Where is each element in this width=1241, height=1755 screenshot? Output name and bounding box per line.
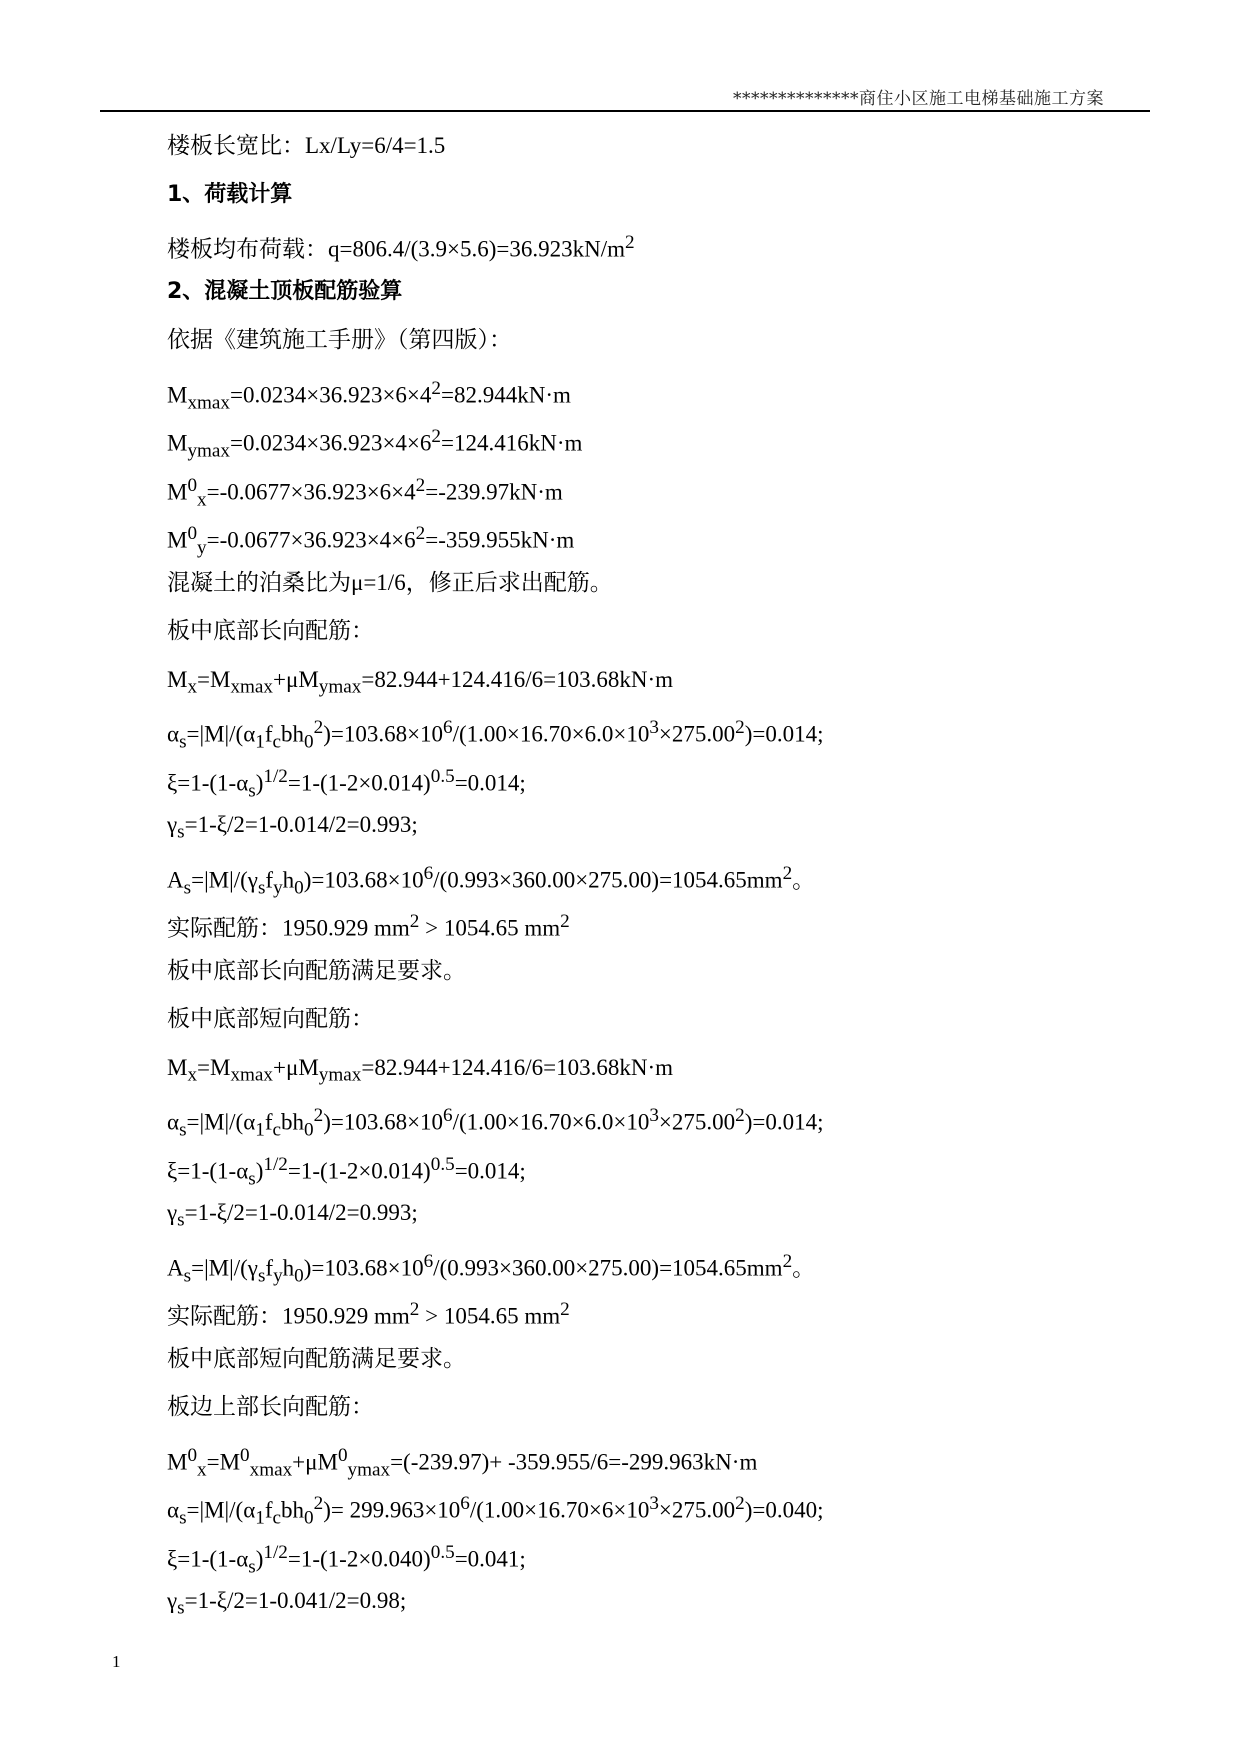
header-title: **************商住小区施工电梯基础施工方案 — [733, 89, 1104, 109]
page-number: 1 — [112, 1652, 121, 1671]
text-line: 板中底部长向配筋满足要求。 — [167, 957, 466, 983]
text-line: $M_x=M_{xmax}+\mu M_{ymax}=82.944+124.416/6=103.68kN\cdot m$ — [167, 666, 674, 698]
text-line: $\gamma_s=1-\xi/2=1-0.014/2=0.993$; — [167, 1200, 418, 1231]
text-line: 板中底部短向配筋满足要求。 — [167, 1345, 466, 1371]
text-line: $\alpha_s=|M|/(\alpha_1f_cbh_0^2)=103.68\times 10^6/(1.00\times 16.70\times 6.0\times 10^3\times 275.00^2)=0.014$; — [167, 1105, 824, 1141]
text-line: $A_s=|M|/(\gamma_sf_yh_0)=103.68\times 10^6/(0.993\times 360.00\times 275.00)=1054.65mm^2$。 — [167, 862, 816, 898]
page-header — [100, 84, 1150, 112]
text-line: 板边上部长向配筋： — [167, 1394, 374, 1419]
text-line: $M_{xmax}=0.0234\times 36.923\times 6\times 4^2=82.944kN\cdot m$ — [167, 377, 571, 413]
text-line: $\xi=1-(1-\alpha_s)^{1/2}=1-(1-2\times 0.014)^{0.5}=0.014$; — [167, 765, 526, 801]
text-line: $A_s=|M|/(\gamma_sf_yh_0)=103.68\times 10^6/(0.993\times 360.00\times 275.00)=1054.65mm^2$。 — [167, 1250, 816, 1286]
text-line: 板中底部短向配筋： — [167, 1006, 374, 1031]
section-heading: 2、混凝土顶板配筋验算 — [167, 278, 403, 304]
text-line: 楼板均布荷载：$q=806.4/(3.9\times 5.6)=36.923kN/m^2$ — [167, 232, 635, 262]
text-line: 实际配筋：1950.929 $mm^2 > 1054.65$ $mm^2$ — [167, 911, 570, 941]
text-line: $\gamma_s=1-\xi/2=1-0.014/2=0.993$; — [167, 812, 418, 843]
text-line: $M_{ymax}=0.0234\times 36.923\times 4\times 6^2=124.416kN\cdot m$ — [167, 426, 583, 462]
text-line: $M^0_x=M^0_{xmax}+\mu M^0_{ymax}=(-239.97)+ -359.955/6=-299.963kN\cdot m$ — [167, 1444, 758, 1480]
text-line: 楼板长宽比：Lx/Ly=6/4=1.5 — [167, 133, 446, 158]
text-line: $\gamma_s=1-\xi/2=1-0.041/2=0.98$; — [167, 1588, 407, 1619]
text-line: $\alpha_s=|M|/(\alpha_1f_cbh_0^2)=103.68\times 10^6/(1.00\times 16.70\times 6.0\times 10^3\times 275.00^2)=0.014$; — [167, 717, 824, 753]
text-line: $M^0_y=-0.0677\times 36.923\times 4\times 6^2=-359.955kN\cdot m$ — [167, 523, 575, 559]
text-line: $\alpha_s=|M|/(\alpha_1f_cbh_0^2)= 299.963\times 10^6/(1.00\times 16.70\times 6\times 10^3\times 275.00^2)=0.040$; — [167, 1493, 824, 1529]
document-body — [167, 122, 1167, 1626]
section-heading: 1、荷载计算 — [167, 181, 293, 207]
text-line: 板中底部长向配筋： — [167, 618, 374, 643]
text-line: 混凝土的泊桑比为μ=1/6，修正后求出配筋。 — [167, 569, 613, 595]
text-line: $\xi=1-(1-\alpha_s)^{1/2}=1-(1-2\times 0.014)^{0.5}=0.014$; — [167, 1153, 526, 1189]
text-line: $M_x=M_{xmax}+\mu M_{ymax}=82.944+124.416/6=103.68kN\cdot m$ — [167, 1054, 674, 1086]
text-line: 依据《建筑施工手册》（第四版）： — [167, 327, 512, 352]
text-line: $\xi=1-(1-\alpha_s)^{1/2}=1-(1-2\times 0.040)^{0.5}=0.041$; — [167, 1541, 526, 1577]
text-line: $M^0_x=-0.0677\times 36.923\times 6\times 4^2=-239.97kN\cdot m$ — [167, 474, 563, 510]
text-line: 实际配筋：1950.929 $mm^2 > 1054.65$ $mm^2$ — [167, 1299, 570, 1329]
